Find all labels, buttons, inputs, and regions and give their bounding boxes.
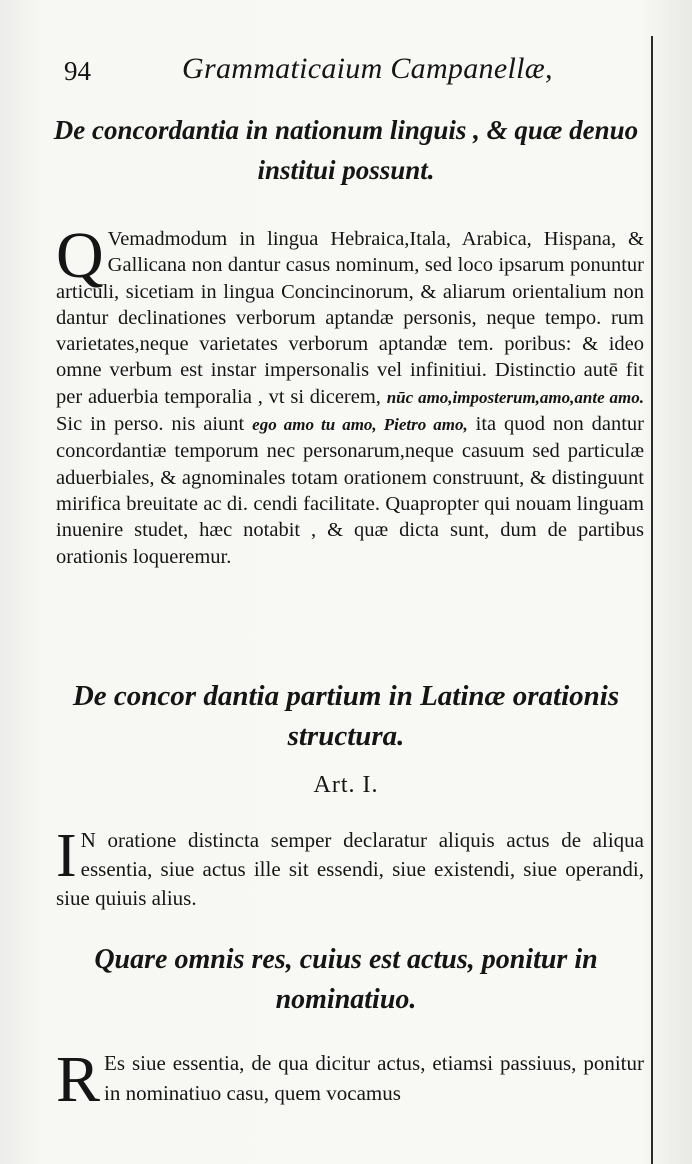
paragraph-text: N oratione distincta semper declaratur aliquis actus de aliqua essentia, siue actus ille sit essendi, siue existendi, siue operandi, siue quiuis alius. — [56, 828, 644, 910]
paragraph-text: Es siue essentia, de qua dicitur actus, etiamsi passiuus, ponitur in nominatiuo casu, quem vocamus — [104, 1051, 644, 1105]
paragraph-concordance-nations — [56, 219, 645, 570]
paragraph-nominative — [56, 1043, 644, 1116]
article-label: Art. I. — [313, 772, 379, 798]
paragraph-text: Sic in perso. nis aiunt — [56, 413, 245, 436]
italic-example: nūc amo,imposterum,amo,ante amo. — [386, 387, 644, 407]
page-number: 94 — [64, 56, 91, 86]
section-heading-latin-structure: De concor dantia partium in Latinæ orationis structura. — [72, 680, 620, 752]
section-heading-nominative: Quare omnis res, cuius est actus, ponitur in nominatiuo. — [94, 944, 598, 1015]
drop-cap: Q — [56, 219, 104, 292]
section-heading-concordance-nations: De concordantia in nationum linguis , & quæ denuo institui possunt. — [53, 115, 639, 185]
drop-cap: I — [56, 822, 77, 890]
drop-cap: R — [56, 1043, 101, 1116]
italic-example: ego amo tu amo, Pietro amo, — [252, 415, 468, 435]
paragraph-article-one — [56, 822, 644, 913]
paragraph-text: Vemadmodum in lingua Hebraica,Itala, Arabica, Hispana, & Gallicana non dantur casus nominum, sed loco ipsarum ponuntur articuli, sicetiam in lingua Concincinorum, & aliarum orientalium non dantur declinationes verborum aptandæ personis, neque tempo. rum varietates,neque varietates verborum aptandæ tem. poribus: & ideo omne verbum est instar impersonalis vel infinitiui. Distinctio autē fit per aduerbia temporalia , vt si dicerem, — [56, 228, 644, 408]
page-header — [64, 50, 644, 94]
paragraph-text: ita quod non dantur concordantiæ temporum nec personarum,neque casuum sed particulæ aduerbiales, & agnominales totam orationem construunt, & distinguunt mirifica breuitate ac di. cendi facilitate. Quapropter qui nouam linguam inuenire studet, hæc notabit , & quæ dicta sunt, dum de partibus orationis loqueremur. — [56, 413, 645, 568]
page-edge-shadow — [651, 36, 653, 1164]
running-title: Grammaticaium Campanellæ, — [182, 52, 553, 85]
